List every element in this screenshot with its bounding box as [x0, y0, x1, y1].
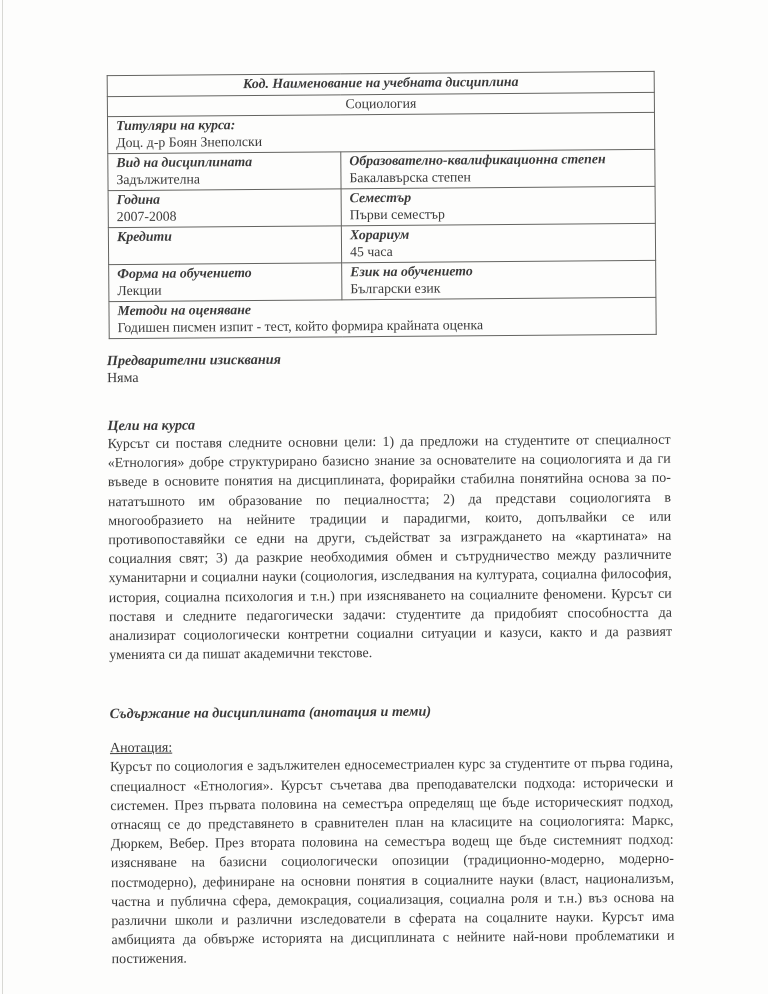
table-row — [108, 149, 655, 190]
education-form-value: Лекции — [117, 282, 162, 298]
table-row — [109, 297, 656, 338]
table-row — [109, 260, 656, 301]
goals-paragraph: Курсът си поставя следните основни цели: 1) да предложи на студентите от специалност «Етнология» добре структурирано базисно знание за основателите на социологията и да ги въведе в основите понятия на дисциплината, форирайки стабилна понятийна основа за по-нататъшното им образование по пециалността; 2) да представи социологията в многообразието на нейните традиции и парадигми, които, допълвайки се или противопоставяйки се едни на други, съдействат за изграждането на «картината» на социалния свят; 3) да разкрие необходимия обмен и сътрудничество между различните хуманитарни и социални науки (социология, изследвания на културата, социална философия, история, социална психология и т.н.) при изясняването на социалните феномени. Курсът си поставя и следните педагогически задачи: студентите да придобият способността да анализират социологически контретни социални ситуации и казуси, както и да развият уменията си да пишат академични текстове. — [107, 432, 673, 664]
annotation-heading: Анотация: — [109, 741, 173, 757]
hours-label: Хорариум — [349, 226, 410, 243]
discipline-type-label: Вид на дисциплината — [116, 154, 253, 171]
credits-label: Кредити — [116, 228, 172, 245]
document-body — [107, 348, 675, 970]
course-info-table — [107, 71, 657, 339]
education-form-label: Форма на обучението — [117, 265, 252, 282]
degree-value: Бакалавърска степен — [349, 168, 471, 185]
titular-label: Титуляри на курса: — [115, 117, 236, 134]
semester-value: Първи семестър — [349, 206, 445, 222]
table-row — [108, 186, 655, 227]
content-heading: Съдържание на дисциплината (анотация и теми) — [109, 704, 432, 723]
course-name-value: Социология — [107, 92, 654, 117]
year-value: 2007-2008 — [116, 208, 177, 224]
semester-label: Семестър — [349, 189, 412, 206]
table-row — [108, 223, 655, 264]
table-row — [107, 112, 654, 153]
goals-heading: Цели на курса — [107, 417, 196, 435]
year-label: Година — [116, 191, 161, 208]
prerequisites-section — [107, 348, 670, 388]
language-value: Български език — [350, 280, 441, 296]
prerequisites-heading: Предварителни изисквания — [106, 351, 282, 370]
annotation-paragraph: Курсът по социология е задължителен едносеместриален курс за студентите от първа година, специалност «Етнология». Курсът съчетава два преподавателски подхода: исторически и системен. През първата половина на семестъра определящ ще бъде историческият подход, отнасящ се до представянето в сравнителен план на класиците на социологията: Маркс, Дюркем, Вебер. През втората половина на семестъра водещ ще бъде системният подход: изясняване на базисни социологически опозиции (традиционно-модерно, модерно-постмодерно), дефиниране на основни понятия в социалните науки (власт, национализъм, частна и публична сфера, демокрация, социализация, социална роля и т.н.) въз основа на различни школи и различни изследователи в сферата на соцалните науки. Курсът има амбицията да обвърже историята на дисциплината с нейните най-нови проблематики и постижения. — [110, 756, 675, 968]
assessment-label: Методи на оценяване — [117, 302, 252, 319]
prerequisites-value: Няма — [106, 370, 139, 387]
titular-value: Доц. д-р Боян Знеполски — [116, 133, 263, 150]
degree-label: Образователно-квалификационна степен — [349, 151, 606, 169]
hours-value: 45 часа — [349, 243, 393, 259]
discipline-type-value: Задължителна — [116, 170, 201, 187]
credits-value — [117, 244, 333, 262]
course-code-title: Код. Наименование на учебната дисциплина — [107, 71, 654, 96]
language-label: Език на обучението — [350, 263, 473, 280]
assessment-value: Годишен писмен изпит - тест, който формира крайната оценка — [117, 316, 484, 335]
